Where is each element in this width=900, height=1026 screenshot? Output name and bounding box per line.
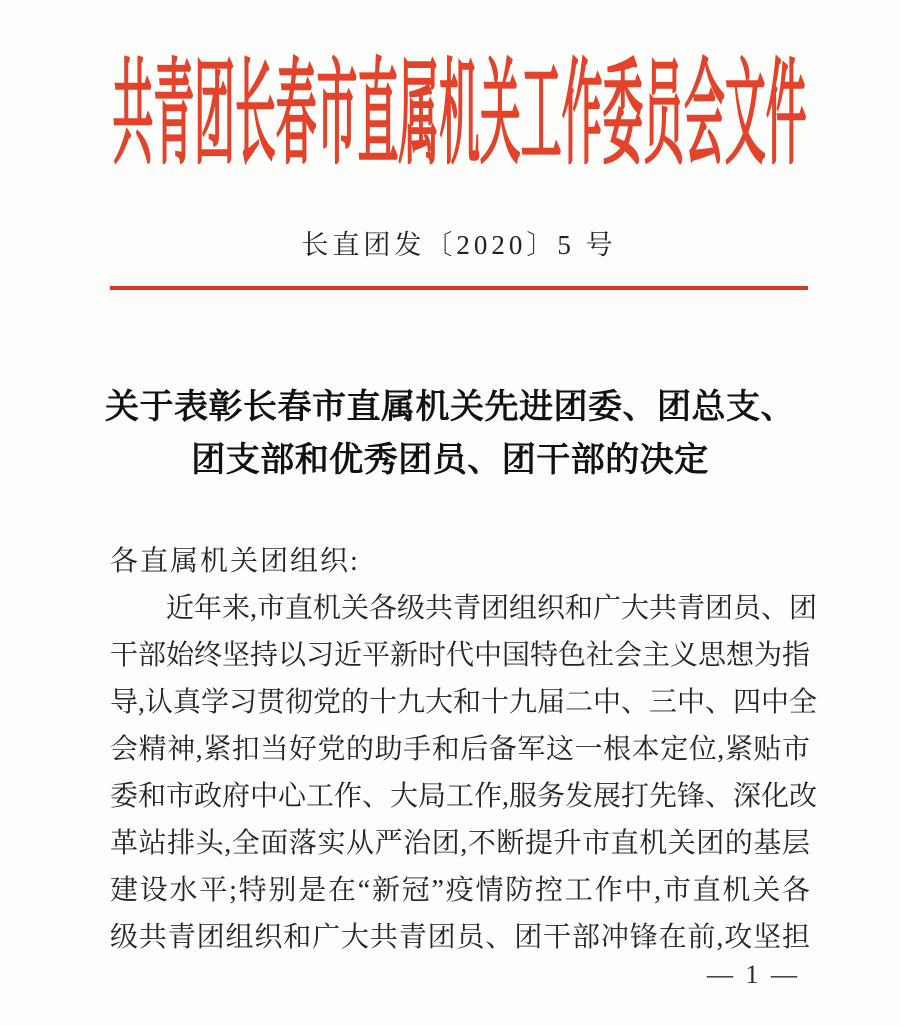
body-line: 干部始终坚持以习近平新时代中国特色社会主义思想为指 bbox=[110, 640, 811, 671]
body-line: 近年来,市直机关各级共青团组织和广大共青团员、团 bbox=[166, 593, 818, 624]
salutation: 各直属机关团组织: bbox=[110, 546, 360, 577]
document-letterhead bbox=[110, 40, 808, 190]
red-divider-line bbox=[110, 286, 808, 290]
document-title bbox=[90, 381, 810, 487]
letterhead-org-title: 共青团长春市直属机关工作委员会文件 bbox=[111, 50, 807, 178]
body-line: 建设水平;特别是在“新冠”疫情防控工作中,市直机关各 bbox=[110, 875, 810, 906]
body-line: 委和市政府中心工作、大局工作,服务发展打先锋、深化改 bbox=[110, 781, 818, 812]
body-line: 导,认真学习贯彻党的十九大和十九届二中、三中、四中全 bbox=[110, 687, 818, 718]
body-line: 级共青团组织和广大共青团员、团干部冲锋在前,攻坚担 bbox=[110, 922, 810, 953]
document-number: 长直团发〔2020〕5 号 bbox=[301, 230, 617, 260]
document-title-line2: 团支部和优秀团员、团干部的决定 bbox=[191, 442, 709, 479]
page-number: — 1 — bbox=[707, 960, 800, 989]
document-title-line1: 关于表彰长春市直属机关先进团委、团总支、 bbox=[105, 389, 795, 426]
body-line: 会精神,紧扣当好党的助手和后备军这一根本定位,紧贴市 bbox=[110, 734, 810, 765]
document-body bbox=[110, 538, 818, 961]
body-line: 革站排头,全面落实从严治团,不断提升市直机关团的基层 bbox=[110, 828, 810, 859]
